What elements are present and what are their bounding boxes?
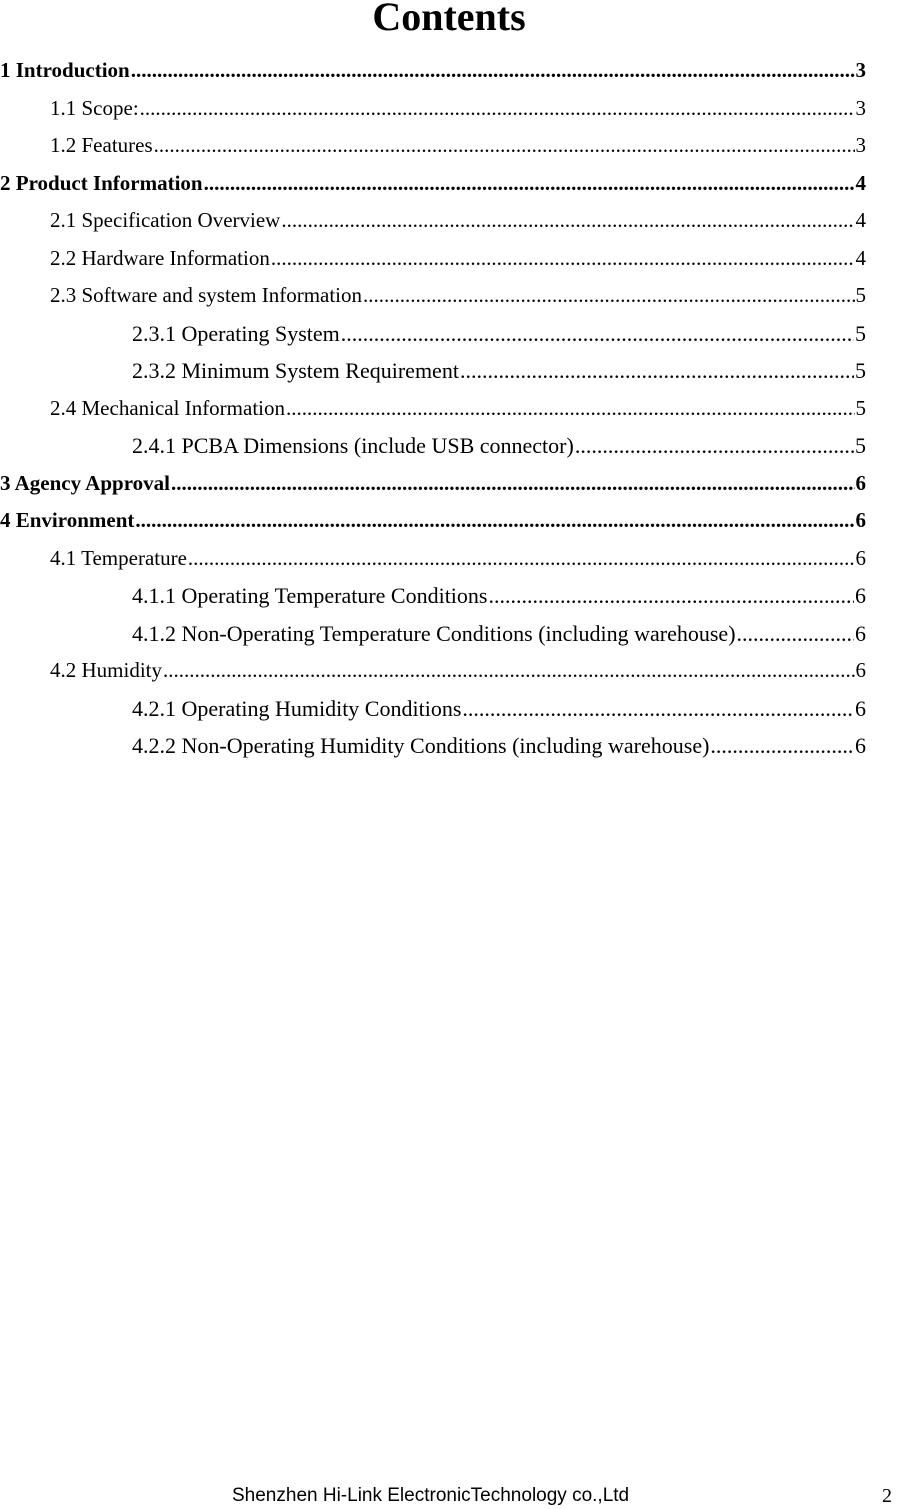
toc-entry[interactable] [0,615,866,653]
toc-leader [341,315,854,353]
toc-entry-label: 2.4.1 PCBA Dimensions (include USB connector) [132,433,574,458]
toc-entry[interactable] [0,165,866,203]
toc-entry-label: 2.3.1 Operating System [132,320,340,346]
toc-leader [281,202,854,240]
toc-entry-page: 6 [855,658,866,682]
toc-leader [204,165,855,203]
toc-entry[interactable] [0,652,866,690]
toc-entry-label: 4.1.1 Operating Temperature Conditions [132,583,488,608]
toc-entry-label: 2.1 Specification Overview [50,208,281,232]
toc-leader [188,540,855,578]
toc-leader [271,240,855,278]
toc-entry-page: 6 [855,733,866,758]
toc-entry[interactable] [0,315,866,353]
toc-entry[interactable] [0,465,866,503]
toc-leader [171,465,855,503]
toc-entry[interactable] [0,427,866,465]
toc-leader [140,90,855,128]
toc-entry-page: 3 [855,133,866,157]
toc-entry[interactable] [0,690,866,728]
toc-entry[interactable] [0,52,866,90]
toc-entry-label: 1.2 Features [50,133,153,157]
toc-entry-label: 4.2.1 Operating Humidity Conditions [132,695,462,721]
toc-entry[interactable] [0,352,866,390]
toc-entry-label: 4.1 Temperature [50,545,187,570]
toc-leader [286,390,855,428]
toc-entry-page: 5 [855,320,866,346]
toc-entry[interactable] [0,540,866,578]
toc-entry-label: 2.2 Hardware Information [50,245,270,270]
toc-entry[interactable] [0,240,866,278]
toc-entry-page: 3 [855,95,866,120]
toc-entry-label: 4.2 Humidity [50,658,163,682]
toc-entry-label: 2.3.2 Minimum System Requirement [132,358,459,383]
toc-entry-page: 6 [855,508,866,532]
toc-entry-page: 3 [855,58,866,82]
toc-entry[interactable] [0,502,866,540]
toc-leader [131,52,855,90]
toc-entry[interactable] [0,127,866,165]
toc-entry[interactable] [0,577,866,615]
toc-entry-page: 5 [855,395,866,420]
toc-entry-label: 2 Product Information [0,170,203,195]
toc-entry-label: 4 Environment [0,508,135,532]
toc-entry-label: 2.4 Mechanical Information [50,395,285,420]
toc-entry-page: 6 [855,583,866,608]
toc-entry-page: 6 [855,545,866,570]
footer-company: Shenzhen Hi-Link ElectronicTechnology co.,Ltd [232,1485,630,1506]
toc-entry-page: 6 [855,470,866,495]
toc-entry-page: 4 [855,170,866,195]
toc-leader [163,652,854,690]
toc-leader [462,690,854,728]
toc-entry-page: 5 [855,283,866,307]
toc-entry[interactable] [0,277,866,315]
footer-page-number: 2 [882,1485,892,1507]
toc-leader [710,727,854,765]
toc-entry-label: 4.1.2 Non-Operating Temperature Conditions (including warehouse) [132,620,736,646]
toc-leader [363,277,854,315]
toc-entry-page: 6 [855,695,866,721]
toc-entry-label: 1 Introduction [0,58,130,82]
toc-entry-page: 6 [855,620,866,646]
page-title: Contents [372,0,526,39]
toc-entry-page: 4 [855,208,866,232]
toc-entry-label: 1.1 Scope: [50,95,139,120]
table-of-contents [0,52,866,765]
toc-leader [488,577,854,615]
toc-entry-page: 5 [855,433,866,458]
toc-leader [135,502,854,540]
toc-entry-page: 4 [855,245,866,270]
toc-entry[interactable] [0,727,866,765]
toc-entry-page: 5 [855,358,866,383]
toc-leader [575,427,854,465]
toc-leader [460,352,854,390]
toc-entry[interactable] [0,90,866,128]
toc-entry-label: 3 Agency Approval [0,470,170,495]
toc-entry-label: 4.2.2 Non-Operating Humidity Conditions (including warehouse) [132,733,710,758]
toc-entry[interactable] [0,202,866,240]
toc-entry-label: 2.3 Software and system Information [50,283,363,307]
toc-leader [737,615,854,653]
toc-entry[interactable] [0,390,866,428]
toc-leader [154,127,855,165]
